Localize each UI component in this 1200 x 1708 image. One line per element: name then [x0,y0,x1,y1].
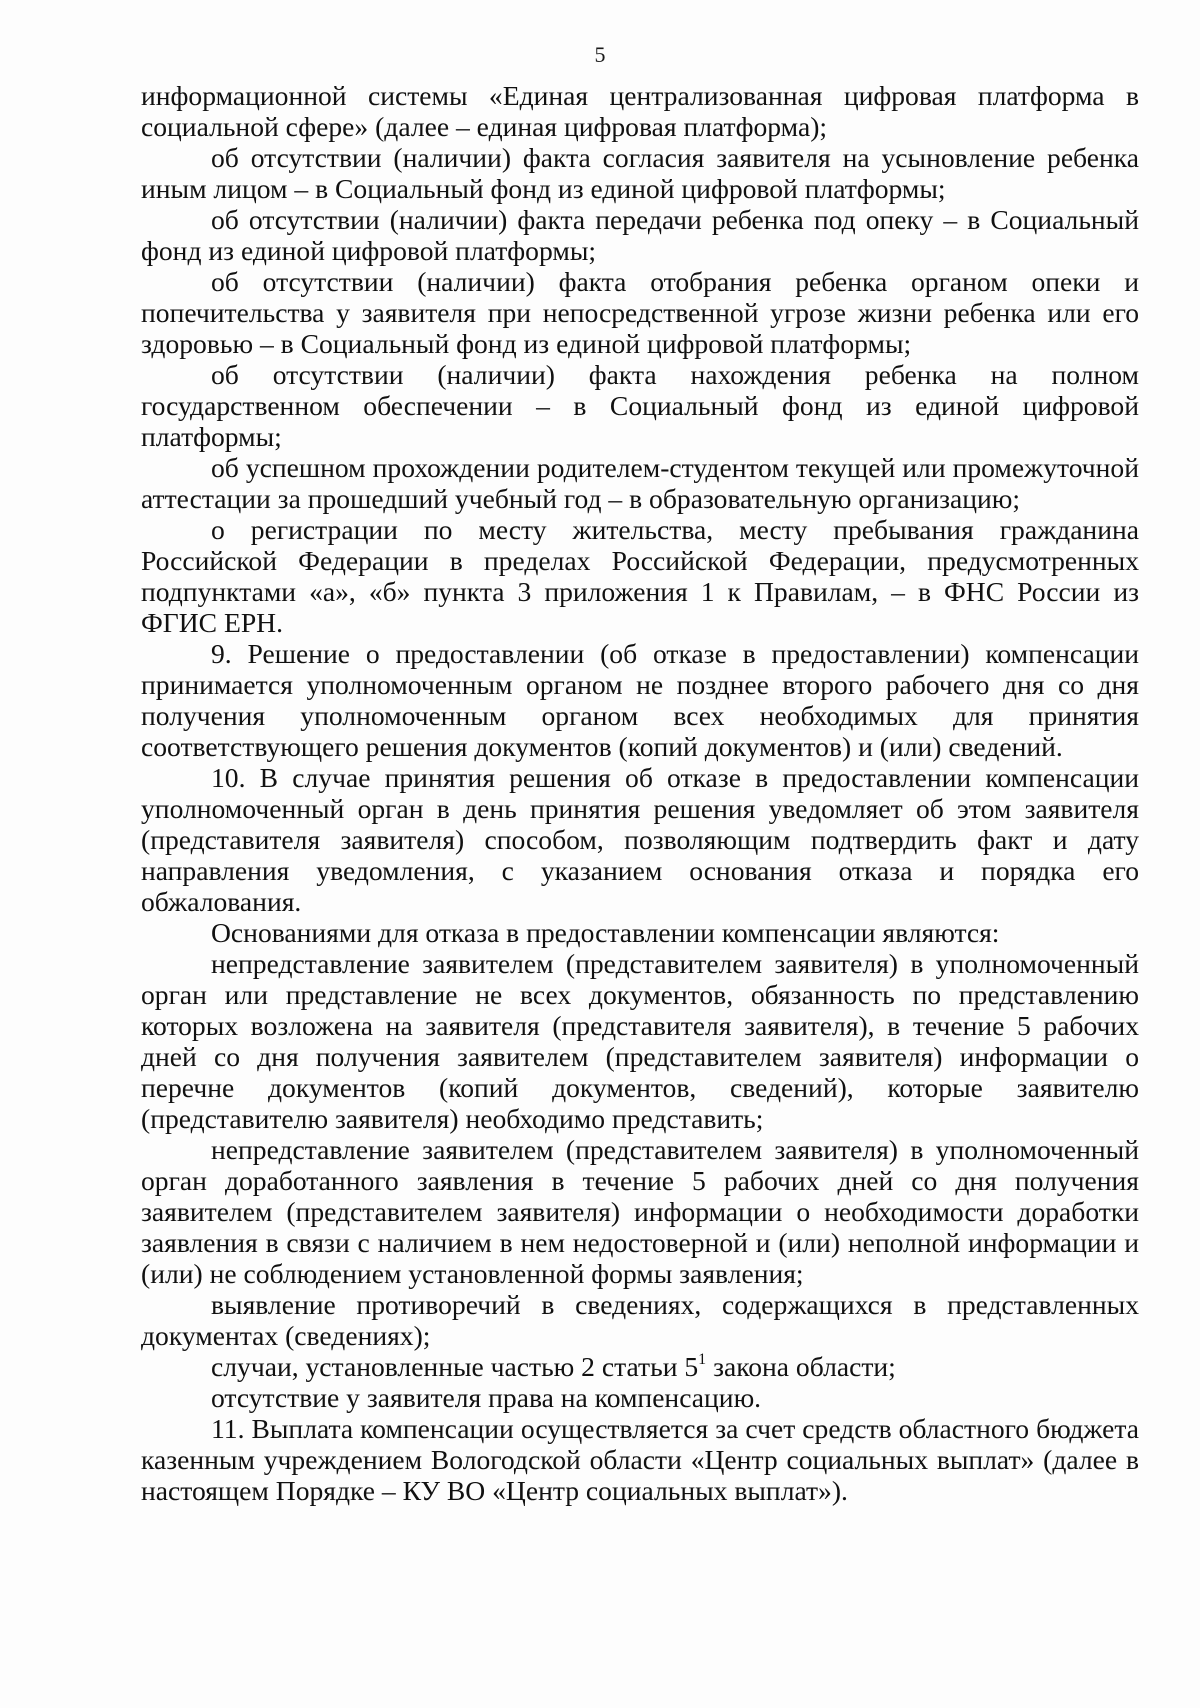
paragraph: об отсутствии (наличии) факта нахождения ребенка на полном государственном обеспечении – в Социальный фонд из единой цифровой платформы; [141,359,1139,452]
page-number: 5 [594,42,606,67]
paragraph-text: закона области; [706,1351,896,1382]
paragraph: Основаниями для отказа в предоставлении компенсации являются: [211,917,1000,948]
paragraph: об отсутствии (наличии) факта передачи ребенка под опеку – в Социальный фонд из единой цифровой платформы; [141,204,1139,266]
paragraph: о регистрации по месту жительства, месту пребывания гражданина Российской Федерации в пределах Российской Федерации, предусмотренных подпунктами «а», «б» пункта 3 приложения 1 к Правилам, – в ФНС России из ФГИС ЕРН. [141,514,1139,638]
paragraph-item-10: 10. В случае принятия решения об отказе в предоставлении компенсации уполномоченный орган в день принятия решения уведомляет об этом заявителя (представителя заявителя) способом, позволяющим подтвердить факт и дату направления уведомления, с указанием основания отказа и порядка его обжалования. [141,762,1139,917]
document-body [141,80,1139,1506]
paragraph: непредставление заявителем (представителем заявителя) в уполномоченный орган или представление не всех документов, обязанность по представлению которых возложена на заявителя (представителя заявителя), в течение 5 рабочих дней со дня получения заявителем (представителем заявителя) информации о перечне документов (копий документов, сведений), которые заявителю (представителю заявителя) необходимо представить; [141,948,1139,1134]
paragraph: об отсутствии (наличии) факта согласия заявителя на усыновление ребенка иным лицом – в Социальный фонд из единой цифровой платформы; [141,142,1139,204]
paragraph: об отсутствии (наличии) факта отобрания ребенка органом опеки и попечительства у заявителя при непосредственной угрозе жизни ребенка или его здоровью – в Социальный фонд из единой цифровой платформы; [141,266,1139,359]
paragraph: информационной системы «Единая централизованная цифровая платформа в социальной сфере» (далее – единая цифровая платформа); [141,80,1139,142]
paragraph-text: случаи, установленные частью 2 статьи 5 [211,1351,699,1382]
paragraph: непредставление заявителем (представителем заявителя) в уполномоченный орган доработанного заявления в течение 5 рабочих дней со дня получения заявителем (представителем заявителя) информации о необходимости доработки заявления в связи с наличием в нем недостоверной и (или) неполной информации и (или) не соблюдением установленной формы заявления; [141,1134,1139,1289]
paragraph-item-9: 9. Решение о предоставлении (об отказе в предоставлении) компенсации принимается уполномоченным органом не позднее второго рабочего дня со дня получения уполномоченным органом всех необходимых для принятия соответствующего решения документов (копий документов) и (или) сведений. [141,638,1139,762]
paragraph [141,1351,1139,1382]
superscript: 1 [698,1350,707,1368]
paragraph: выявление противоречий в сведениях, содержащихся в представленных документах (сведениях); [141,1289,1139,1351]
paragraph: отсутствие у заявителя права на компенсацию. [211,1382,762,1413]
paragraph-item-11: 11. Выплата компенсации осуществляется за счет средств областного бюджета казенным учреждением Вологодской области «Центр социальных выплат» (далее в настоящем Порядке – КУ ВО «Центр социальных выплат»). [141,1413,1139,1506]
paragraph: об успешном прохождении родителем-студентом текущей или промежуточной аттестации за прошедший учебный год – в образовательную организацию; [141,452,1139,514]
